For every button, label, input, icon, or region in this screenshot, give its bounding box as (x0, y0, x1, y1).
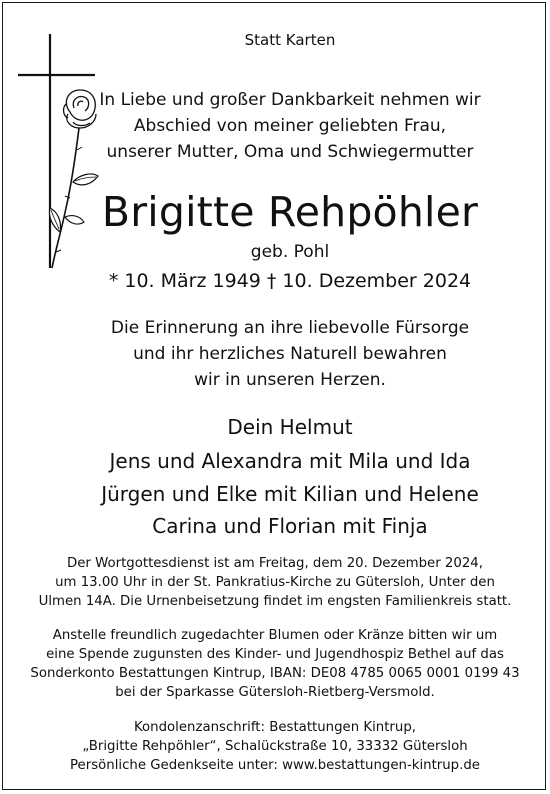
donation-line: Sonderkonto Bestattungen Kintrup, IBAN: DE08 4785 0065 0001 0199 43 (30, 666, 520, 681)
donation-line: Anstelle freundlich zugedachter Blumen oder Kränze bitten wir um (52, 628, 498, 643)
intro-line: Abschied von meiner geliebten Frau, (133, 116, 447, 136)
service-line: um 13.00 Uhr in der St. Pankratius-Kirche zu Gütersloh, Unter den (55, 575, 495, 590)
intro-line: In Liebe und großer Dankbarkeit nehmen wir (99, 90, 481, 110)
donation-line: eine Spende zugunsten des Kinder- und Jugendhospiz Bethel auf das (46, 647, 504, 662)
quote-line: und ihr herzliches Naturell bewahren (133, 344, 447, 364)
contact-line: Kondolenzanschrift: Bestattungen Kintrup, (133, 720, 416, 735)
service-line: Der Wortgottesdienst ist am Freitag, dem 20. Dezember 2024, (67, 556, 483, 571)
contact-line: „Brigitte Rehpöhler“, Schalückstraße 10, 33332 Gütersloh (82, 739, 468, 754)
donation-line: bei der Sparkasse Gütersloh-Rietberg-Versmold. (115, 685, 435, 700)
life-dates: * 10. März 1949 † 10. Dezember 2024 (108, 270, 472, 292)
contact-line: Persönliche Gedenkseite unter: www.bestattungen-kintrup.de (70, 758, 480, 773)
family-line: Carina und Florian mit Finja (152, 514, 428, 538)
family-line: Jürgen und Elke mit Kilian und Helene (101, 482, 479, 506)
quote-line: wir in unseren Herzen. (194, 370, 386, 390)
deceased-name: Brigitte Rehpöhler (101, 188, 479, 236)
quote-line: Die Erinnerung an ihre liebevolle Fürsorge (110, 318, 470, 338)
born-name: geb. Pohl (250, 242, 330, 262)
intro-line: unserer Mutter, Oma und Schwiegermutter (106, 142, 474, 162)
service-line: Ulmen 14A. Die Urnenbeisetzung findet im engsten Familienkreis statt. (38, 594, 512, 609)
family-line: Jens und Alexandra mit Mila und Ida (109, 449, 471, 473)
header-statt-karten: Statt Karten (244, 31, 336, 49)
family-line: Dein Helmut (227, 415, 353, 439)
